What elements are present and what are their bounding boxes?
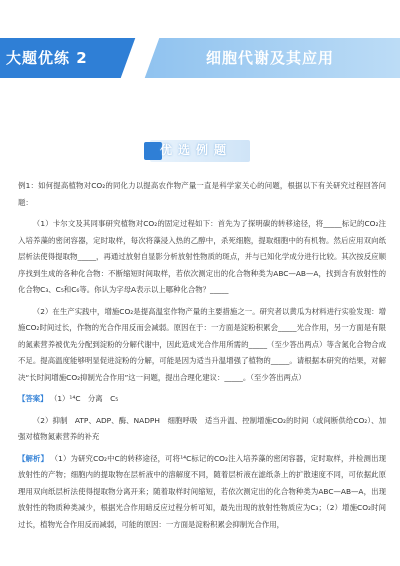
banner-right-title: 细胞代谢及其应用 [140, 38, 400, 78]
question-intro: 例1：如何提高植物对CO₂的同化力以提高农作物产量一直是科学家关心的问题，根据以下有关研究过程回答问题： [18, 181, 386, 207]
answer-line-1: （1）¹⁴C 分离 C₅ [49, 394, 119, 403]
question-part-2: （2）在生产实践中，增施CO₂是提高温室作物产量的主要措施之一。研究者以黄瓜为材料进行实验发现：增施CO₂时间过长，作物的光合作用反而会减弱。原因在于：一方面是淀粉积累会_____光合作用，另一方面是有限的氮素营养被优先分配到淀粉的分解代谢中，因此造成光合作用所需的_____（至少答出两点）等含氮化合物合成不足。提高温度能够明显促进淀粉的分解，可能是因为适当升温增强了植物的_____。请根据本研究的结果，对解决“长时间增施CO₂抑制光合作用”这一问题，提出合理化建议：_____。（至少答出两点） [18, 306, 386, 382]
section-label: 优选例题 [160, 143, 233, 157]
title-banner [0, 38, 400, 78]
answer-label: 【答案】 [18, 394, 48, 403]
question-part-1: （1）卡尔文及其同事研究植物对CO₂的固定过程如下：首先为了探明碳的转移途径，将_____标记的CO₂注入培养藻的密闭容器，定时取样，每次将藻浸入热的乙醇中，杀死细胞，提取细胞中的有机物。然后应用双向纸层析法使得提取物_____，再通过放射自显影分析放射性物质的斑点，并与已知化学成分进行比较。其次按反应顺序找到生成的各种化合物：不断缩短时间取样，若依次测定出的化合物种类为ABC—AB—A，找到含有放射性的化合物C₃、C₅和C₆等。你认为字母A表示以上哪种化合物？_____ [18, 219, 386, 294]
banner-left-title: 大题优练 2 [0, 38, 140, 78]
analysis-text: （1）为研究CO₂中C的转移途径，可将¹⁴C标记的CO₂注入培养藻的密闭容器，定时取样，并检测出现放射性的产物；细胞内的提取物在层析液中的溶解度不同，随着层析液在滤纸条上的扩散速度不同，可依据此原理用双向纸层析法使得提取物分离开来；随着取样时间缩短，若依次测定出的化合物种类为ABC—AB—A，出现放射性的物质种类减少，根据光合作用暗反应过程分析可知，最先出现的放射性物质应为C₃；（2）增施CO₂时间过长，植物光合作用反而减弱，可能的原因：一方面是淀粉积累会抑制光合作用， [18, 453, 386, 529]
analysis-label: 【解析】 [18, 453, 49, 463]
answer-line-2: （2）抑制 ATP、ADP、酶、NADPH 细胞呼吸 适当升温、控制增施CO₂的时间（或间断供给CO₂）、加强对植物氮素营养的补充 [18, 415, 386, 441]
answer-block [18, 391, 386, 408]
document-body [18, 178, 386, 538]
analysis-block [18, 451, 386, 534]
